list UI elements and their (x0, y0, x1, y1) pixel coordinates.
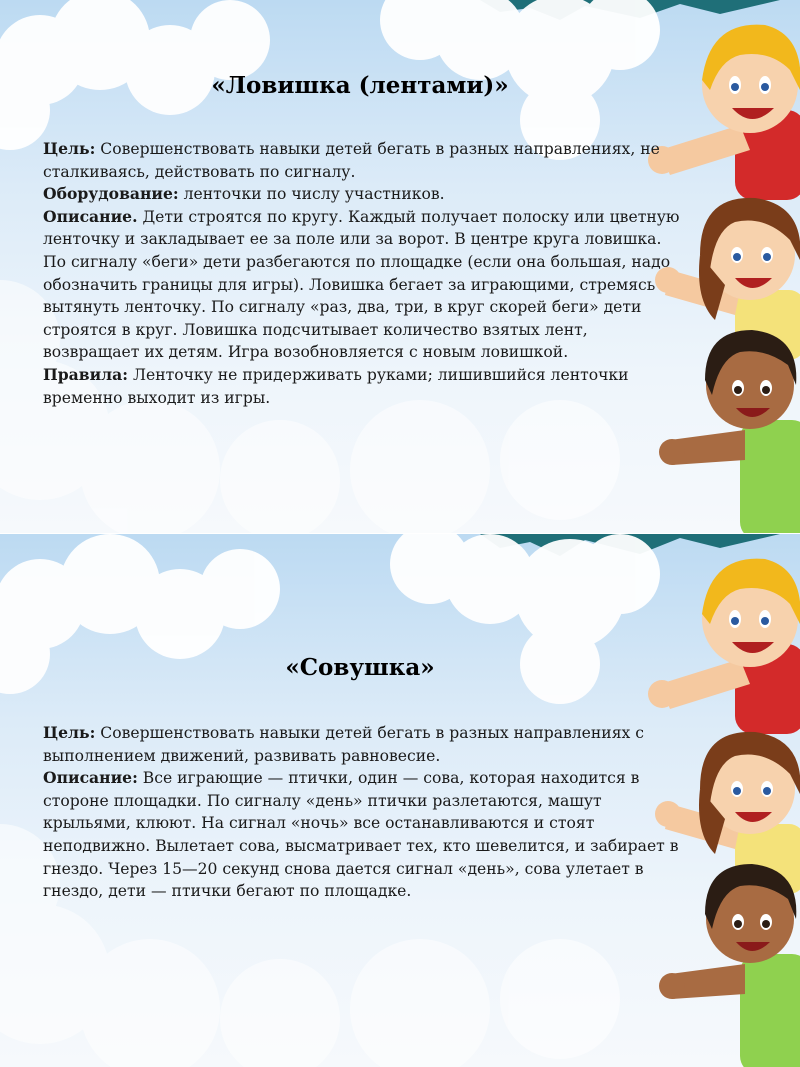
slide-lovishka (0, 0, 800, 533)
rules-text: Ленточку не придерживать руками; лишившийся ленточки временно выходит из игры. (43, 365, 629, 407)
equipment-paragraph (43, 183, 683, 206)
game-description-block (43, 138, 683, 409)
game-description-block (43, 722, 683, 903)
description-paragraph (43, 206, 683, 364)
page-title: «Совушка» (285, 654, 435, 681)
goal-paragraph (43, 722, 683, 767)
goal-label: Цель: (43, 723, 96, 742)
description-label: Описание. (43, 206, 138, 226)
goal-text: Совершенствовать навыки детей бегать в разных направлениях с выполнением движений, развивать равновесие. (43, 724, 645, 765)
description-text: Дети строятся по кругу. Каждый получает полоску или цветную ленточку и закладывает ее за поле или за ворот. В центре круга ловишка. По сигналу «беги» дети разбегаются по площадке (если она большая, надо обозначить границы для игры). Ловишка бегает за играющими, стремясь вытянуть ленточку. По сигналу «раз, два, три, в круг скорей беги» дети строятся в круг. Ловишка подсчитывает количество взятых лент, возвращает их детям. Игра возобновляется с новым ловишкой. (43, 207, 680, 362)
equipment-label: Оборудование: (43, 184, 179, 204)
goal-paragraph (43, 138, 683, 183)
rules-label: Правила: (43, 364, 128, 384)
description-text: Все играющие — птички, один — сова, которая находится в стороне площадки. По сигналу «день» птички разлетаются, машут крыльями, клюют. На сигнал «ночь» все останавливаются и стоят неподвижно. Вылетает сова, высматривает тех, кто шевелится, и забирает в гнездо. Через 15—20 секунд снова дается сигнал «день», сова улетает в гнездо, дети — птички бегают по площадке. (43, 769, 679, 901)
goal-text: Совершенствовать навыки детей бегать в разных направлениях, не сталкиваясь, действовать по сигналу. (43, 140, 660, 181)
rules-paragraph (43, 364, 683, 409)
description-label: Описание: (43, 768, 138, 788)
page-title: «Ловишка (лентами)» (211, 72, 509, 99)
description-paragraph (43, 767, 683, 903)
goal-label: Цель: (43, 139, 96, 158)
equipment-text: ленточки по числу участников. (178, 185, 445, 204)
slide-sovushka (0, 534, 800, 1067)
